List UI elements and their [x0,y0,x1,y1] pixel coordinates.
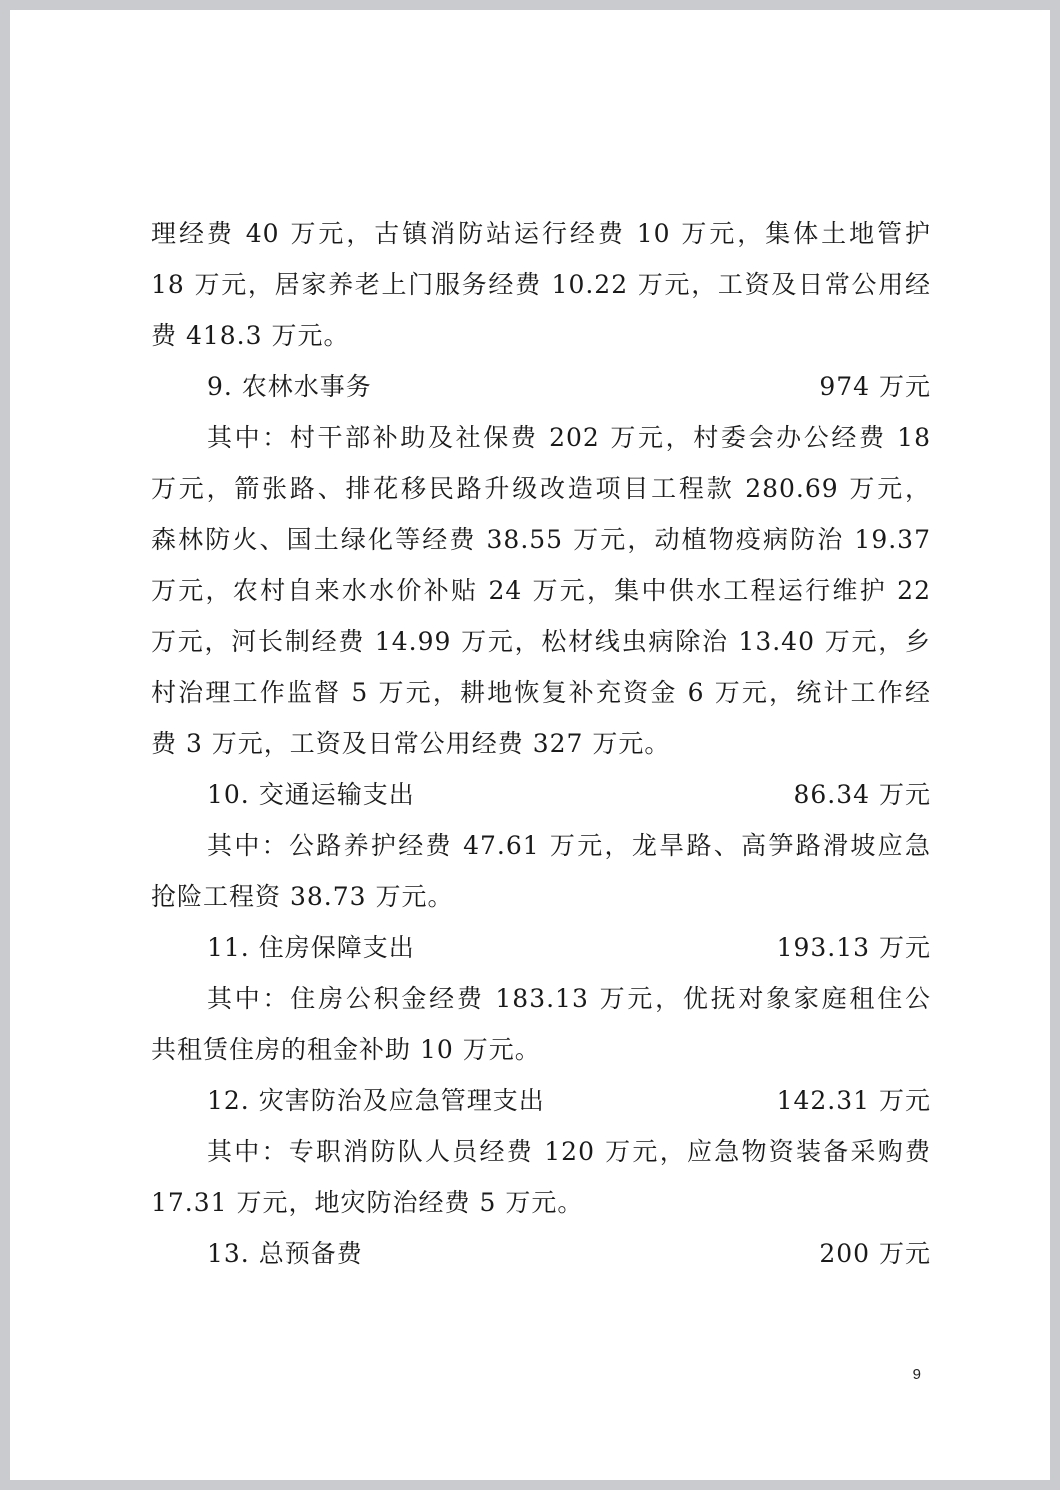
paragraph-line: 其中：公路养护经费 47.61 万元，龙旱路、高笋路滑坡应急 [207,831,931,860]
paragraph-line: 理经费 40 万元，古镇消防站运行经费 10 万元，集体土地管护 [151,219,931,248]
paragraph-line: 其中：住房公积金经费 183.13 万元，优抚对象家庭租住公 [207,984,931,1013]
section-amount: 193.13 万元 [776,933,931,962]
section-heading-13 [151,1228,931,1279]
section-amount: 974 万元 [819,372,931,401]
section-heading-9 [151,361,931,412]
paragraph-line: 其中：村干部补助及社保费 202 万元，村委会办公经费 18 [207,423,931,452]
paragraph-line: 万元，河长制经费 14.99 万元，松材线虫病除治 13.40 万元，乡 [151,627,931,656]
section-label: 11. 住房保障支出 [207,933,415,962]
section-heading-10 [151,769,931,820]
paragraph-line: 共租赁住房的租金补助 10 万元。 [151,1035,541,1064]
section-amount: 86.34 万元 [793,780,931,809]
section-label: 12. 灾害防治及应急管理支出 [207,1086,545,1115]
section-heading-12 [151,1075,931,1126]
paragraph-line: 其中：专职消防队人员经费 120 万元，应急物资装备采购费 [207,1137,931,1166]
section-amount: 142.31 万元 [776,1086,931,1115]
section-amount: 200 万元 [819,1239,931,1268]
paragraph-line: 17.31 万元，地灾防治经费 5 万元。 [151,1188,584,1217]
page-number: 9 [912,1366,921,1383]
paragraph-line: 万元，箭张路、排花移民路升级改造项目工程款 280.69 万元， [151,474,931,503]
paragraph-line: 村治理工作监督 5 万元，耕地恢复补充资金 6 万元，统计工作经 [151,678,931,707]
paragraph-line: 费 3 万元，工资及日常公用经费 327 万元。 [151,729,671,758]
paragraph-line: 费 418.3 万元。 [151,321,350,350]
document-body [151,208,931,1279]
section-label: 10. 交通运输支出 [207,780,415,809]
document-page [10,10,1050,1480]
paragraph-line: 万元，农村自来水水价补贴 24 万元，集中供水工程运行维护 22 [151,576,931,605]
paragraph-line: 森林防火、国土绿化等经费 38.55 万元，动植物疫病防治 19.37 [151,525,931,554]
paragraph-line: 18 万元，居家养老上门服务经费 10.22 万元，工资及日常公用经 [151,270,931,299]
section-label: 13. 总预备费 [207,1239,363,1268]
paragraph-line: 抢险工程资 38.73 万元。 [151,882,454,911]
section-label: 9. 农林水事务 [207,372,372,401]
section-heading-11 [151,922,931,973]
